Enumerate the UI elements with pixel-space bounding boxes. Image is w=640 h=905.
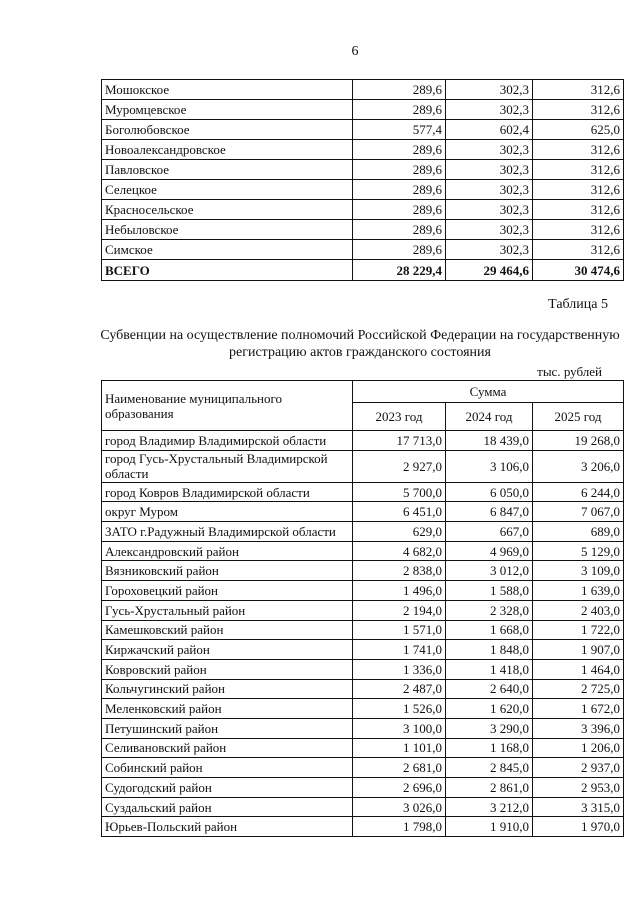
cell-2023: 1 101,0 xyxy=(353,738,446,758)
cell-name: Небыловское xyxy=(102,220,353,240)
table-row xyxy=(102,640,624,660)
table-title xyxy=(90,327,630,361)
table-row xyxy=(102,450,624,482)
total-label: ВСЕГО xyxy=(102,260,353,281)
cell-2025: 3 396,0 xyxy=(533,718,624,738)
cell-name: ЗАТО г.Радужный Владимирской области xyxy=(102,522,353,542)
cell-2025: 1 464,0 xyxy=(533,659,624,679)
table-title-line: регистрацию актов гражданского состояния xyxy=(229,345,491,360)
cell-2024: 302,3 xyxy=(446,200,533,220)
cell-2025: 1 722,0 xyxy=(533,620,624,640)
cell-2024: 3 106,0 xyxy=(446,450,533,482)
cell-2025: 312,6 xyxy=(533,100,624,120)
cell-2025: 312,6 xyxy=(533,180,624,200)
cell-2025: 3 109,0 xyxy=(533,561,624,581)
cell-name: Вязниковский район xyxy=(102,561,353,581)
cell-2024: 302,3 xyxy=(446,140,533,160)
table-row xyxy=(102,220,624,240)
cell-2023: 3 026,0 xyxy=(353,797,446,817)
table-title-line: Субвенции на осуществление полномочий Российской Федерации на государственную xyxy=(100,328,620,343)
cell-2024: 4 969,0 xyxy=(446,541,533,561)
cell-2025: 3 206,0 xyxy=(533,450,624,482)
cell-2025: 689,0 xyxy=(533,522,624,542)
header-2023: 2023 год xyxy=(353,403,446,431)
table-row xyxy=(102,778,624,798)
table-row xyxy=(102,797,624,817)
cell-2023: 289,6 xyxy=(353,140,446,160)
cell-2023: 629,0 xyxy=(353,522,446,542)
cell-2023: 1 496,0 xyxy=(353,581,446,601)
cell-2024: 3 290,0 xyxy=(446,718,533,738)
cell-2025: 6 244,0 xyxy=(533,482,624,502)
cell-name: Мошокское xyxy=(102,80,353,100)
cell-name: Меленковский район xyxy=(102,699,353,719)
cell-2024: 2 845,0 xyxy=(446,758,533,778)
cell-name: Ковровский район xyxy=(102,659,353,679)
cell-2024: 302,3 xyxy=(446,240,533,260)
table-row xyxy=(102,180,624,200)
cell-name: Петушинский район xyxy=(102,718,353,738)
cell-name: Камешковский район xyxy=(102,620,353,640)
cell-2024: 1 588,0 xyxy=(446,581,533,601)
cell-name: Кольчугинский район xyxy=(102,679,353,699)
table-row xyxy=(102,200,624,220)
cell-2023: 289,6 xyxy=(353,240,446,260)
cell-2025: 2 937,0 xyxy=(533,758,624,778)
cell-2023: 17 713,0 xyxy=(353,431,446,451)
cell-2023: 289,6 xyxy=(353,100,446,120)
cell-2024: 302,3 xyxy=(446,180,533,200)
cell-2023: 1 336,0 xyxy=(353,659,446,679)
cell-2023: 4 682,0 xyxy=(353,541,446,561)
cell-2024: 602,4 xyxy=(446,120,533,140)
table-row xyxy=(102,699,624,719)
cell-2023: 5 700,0 xyxy=(353,482,446,502)
cell-2025: 312,6 xyxy=(533,160,624,180)
table-row xyxy=(102,120,624,140)
table-row xyxy=(102,80,624,100)
cell-2024: 3 212,0 xyxy=(446,797,533,817)
cell-name: Симское xyxy=(102,240,353,260)
cell-2023: 289,6 xyxy=(353,180,446,200)
cell-2024: 1 418,0 xyxy=(446,659,533,679)
header-2024: 2024 год xyxy=(446,403,533,431)
cell-2023: 2 696,0 xyxy=(353,778,446,798)
cell-2023: 1 798,0 xyxy=(353,817,446,837)
cell-name: Боголюбовское xyxy=(102,120,353,140)
cell-2025: 2 403,0 xyxy=(533,600,624,620)
cell-2024: 2 640,0 xyxy=(446,679,533,699)
cell-2023: 6 451,0 xyxy=(353,502,446,522)
cell-2025: 5 129,0 xyxy=(533,541,624,561)
table-5 xyxy=(101,380,624,837)
cell-2024: 6 050,0 xyxy=(446,482,533,502)
cell-2023: 2 194,0 xyxy=(353,600,446,620)
cell-name: город Ковров Владимирской области xyxy=(102,482,353,502)
cell-name: Павловское xyxy=(102,160,353,180)
cell-name: Собинский район xyxy=(102,758,353,778)
table-row xyxy=(102,502,624,522)
cell-2023: 1 571,0 xyxy=(353,620,446,640)
table-row xyxy=(102,431,624,451)
cell-2025: 312,6 xyxy=(533,220,624,240)
cell-2025: 625,0 xyxy=(533,120,624,140)
cell-name: Селецкое xyxy=(102,180,353,200)
cell-2025: 1 907,0 xyxy=(533,640,624,660)
total-2025: 30 474,6 xyxy=(533,260,624,281)
cell-2023: 289,6 xyxy=(353,160,446,180)
cell-name: Муромцевское xyxy=(102,100,353,120)
table-row xyxy=(102,659,624,679)
total-row xyxy=(102,260,624,281)
total-2024: 29 464,6 xyxy=(446,260,533,281)
cell-name: город Гусь-Хрустальный Владимирской области xyxy=(102,450,353,482)
unit-label: тыс. рублей xyxy=(537,364,602,379)
cell-2023: 3 100,0 xyxy=(353,718,446,738)
cell-name: округ Муром xyxy=(102,502,353,522)
page-number: 6 xyxy=(351,44,359,59)
cell-2024: 2 861,0 xyxy=(446,778,533,798)
table-row xyxy=(102,541,624,561)
table-row xyxy=(102,561,624,581)
table-row xyxy=(102,581,624,601)
table-label: Таблица 5 xyxy=(548,297,608,312)
cell-2024: 667,0 xyxy=(446,522,533,542)
table-row xyxy=(102,240,624,260)
cell-2024: 1 848,0 xyxy=(446,640,533,660)
cell-2023: 289,6 xyxy=(353,80,446,100)
cell-name: Селивановский район xyxy=(102,738,353,758)
cell-2023: 2 487,0 xyxy=(353,679,446,699)
cell-2024: 6 847,0 xyxy=(446,502,533,522)
cell-name: Александровский район xyxy=(102,541,353,561)
cell-name: Гороховецкий район xyxy=(102,581,353,601)
cell-name: Красносельское xyxy=(102,200,353,220)
table-row xyxy=(102,100,624,120)
cell-2025: 1 970,0 xyxy=(533,817,624,837)
cell-2025: 19 268,0 xyxy=(533,431,624,451)
cell-2023: 577,4 xyxy=(353,120,446,140)
cell-2023: 1 741,0 xyxy=(353,640,446,660)
header-sum: Сумма xyxy=(353,381,624,403)
cell-2024: 1 668,0 xyxy=(446,620,533,640)
cell-name: Гусь-Хрустальный район xyxy=(102,600,353,620)
cell-name: Судогодский район xyxy=(102,778,353,798)
cell-2023: 289,6 xyxy=(353,220,446,240)
cell-2025: 2 725,0 xyxy=(533,679,624,699)
cell-2024: 2 328,0 xyxy=(446,600,533,620)
cell-2025: 1 672,0 xyxy=(533,699,624,719)
cell-2023: 2 681,0 xyxy=(353,758,446,778)
table-row xyxy=(102,679,624,699)
cell-2024: 1 168,0 xyxy=(446,738,533,758)
cell-2024: 1 620,0 xyxy=(446,699,533,719)
total-2023: 28 229,4 xyxy=(353,260,446,281)
cell-2025: 3 315,0 xyxy=(533,797,624,817)
cell-name: Новоалександровское xyxy=(102,140,353,160)
table-row xyxy=(102,482,624,502)
cell-2025: 7 067,0 xyxy=(533,502,624,522)
table-previous-continuation xyxy=(101,79,624,281)
cell-name: город Владимир Владимирской области xyxy=(102,431,353,451)
cell-2025: 312,6 xyxy=(533,140,624,160)
table-row xyxy=(102,522,624,542)
cell-2025: 2 953,0 xyxy=(533,778,624,798)
cell-name: Киржачский район xyxy=(102,640,353,660)
cell-2024: 302,3 xyxy=(446,80,533,100)
cell-2024: 302,3 xyxy=(446,220,533,240)
cell-2023: 2 927,0 xyxy=(353,450,446,482)
header-2025: 2025 год xyxy=(533,403,624,431)
cell-2024: 1 910,0 xyxy=(446,817,533,837)
cell-2024: 302,3 xyxy=(446,160,533,180)
table-row xyxy=(102,817,624,837)
cell-2023: 289,6 xyxy=(353,200,446,220)
cell-2024: 18 439,0 xyxy=(446,431,533,451)
cell-2024: 302,3 xyxy=(446,100,533,120)
table-row xyxy=(102,160,624,180)
table-row xyxy=(102,600,624,620)
cell-2025: 312,6 xyxy=(533,80,624,100)
cell-2025: 312,6 xyxy=(533,240,624,260)
table-row xyxy=(102,620,624,640)
table-row xyxy=(102,140,624,160)
cell-2024: 3 012,0 xyxy=(446,561,533,581)
cell-2025: 1 206,0 xyxy=(533,738,624,758)
cell-2023: 2 838,0 xyxy=(353,561,446,581)
table-row xyxy=(102,758,624,778)
table-row xyxy=(102,738,624,758)
cell-2023: 1 526,0 xyxy=(353,699,446,719)
cell-2025: 312,6 xyxy=(533,200,624,220)
cell-name: Суздальский район xyxy=(102,797,353,817)
header-name: Наименование муниципального образования xyxy=(102,381,353,431)
cell-name: Юрьев-Польский район xyxy=(102,817,353,837)
table-row xyxy=(102,718,624,738)
cell-2025: 1 639,0 xyxy=(533,581,624,601)
